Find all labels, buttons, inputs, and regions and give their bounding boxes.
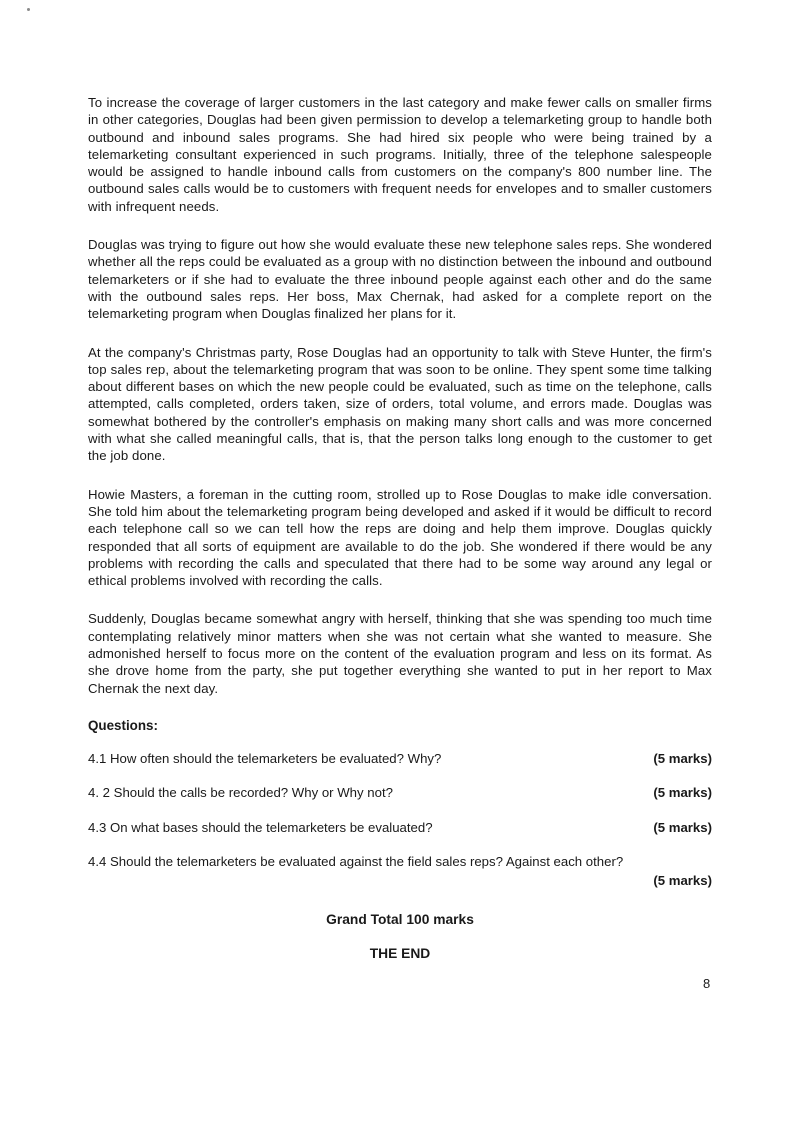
grand-total-label: Grand Total 100 marks [326, 912, 474, 928]
paragraph-5: Suddenly, Douglas became somewhat angry with herself, thinking that she was spending too much time contemplating relatively minor matters when she was not certain what she wanted to measure. She admonished herself to focus more on the content of the evaluation program and less on its format. As she drove home from the party, she put together everything she wanted to put in her report to Max Chernak the next day. [88, 611, 712, 696]
question-marks: (5 marks) [653, 873, 712, 889]
question-marks: (5 marks) [653, 750, 712, 766]
the-end-label: THE END [369, 946, 431, 962]
question-row-1 [88, 750, 712, 767]
question-row-4 [88, 853, 712, 890]
page-number: 8 [703, 976, 711, 991]
page-content [88, 94, 712, 961]
question-marks: (5 marks) [653, 819, 712, 835]
question-row-3 [88, 819, 712, 836]
question-text: 4. 2 Should the calls be recorded? Why or Why not? [88, 785, 393, 801]
question-text: 4.1 How often should the telemarketers be evaluated? Why? [88, 750, 442, 766]
paragraph-2: Douglas was trying to figure out how she would evaluate these new telephone sales reps. She wondered whether all the reps could be evaluated as a group with no distinction between the inbound and outbound telemarketers or if she had to evaluate the three inbound people against each other and do the same with the outbound sales reps. Her boss, Max Chernak, had asked for a complete report on the telemarketing program when Douglas finalized her plans for it. [88, 237, 712, 322]
paragraph-3: At the company's Christmas party, Rose Douglas had an opportunity to talk with Steve Hunter, the firm's top sales rep, about the telemarketing program that was soon to be online. They spent some time talking about different bases on which the new people could be evaluated, such as time on the telephone, calls attempted, calls completed, orders taken, size of orders, total volume, and errors made. Douglas was somewhat bothered by the controller's emphasis on making many short calls and was more concerned with what she called meaningful calls, that is, that the person talks long enough to the customer to get the job done. [88, 344, 712, 464]
question-text: 4.3 On what bases should the telemarketers be evaluated? [88, 819, 433, 835]
paragraph-1: To increase the coverage of larger customers in the last category and make fewer calls on smaller firms in other categories, Douglas had been given permission to develop a telemarketing group to handle both outbound and inbound sales programs. She had hired six people who were being trained by a telemarketing consultant experienced in such programs. Initially, three of the telephone salespeople would be assigned to handle inbound calls from customers on the company's 800 number line. The outbound sales calls would be to customers with frequent needs for envelopes and to smaller customers with infrequent needs. [88, 95, 712, 214]
question-text: 4.4 Should the telemarketers be evaluated against the field sales reps? Against each other? [88, 853, 624, 869]
scan-artifact [27, 8, 30, 11]
paragraph-4: Howie Masters, a foreman in the cutting room, strolled up to Rose Douglas to make idle conversation. She told him about the telemarketing program being developed and asked if it would be difficult to record each telephone call so we can tell how the reps are doing and help them improve. Douglas quickly responded that all sorts of equipment are available to do the job. She wondered if there would be any problems with recording the calls and speculated that there had to be some way around any legal or ethical problems involved with recording the calls. [88, 486, 712, 589]
question-marks: (5 marks) [653, 785, 712, 801]
questions-heading: Questions: [88, 717, 158, 733]
question-row-2 [88, 784, 712, 801]
